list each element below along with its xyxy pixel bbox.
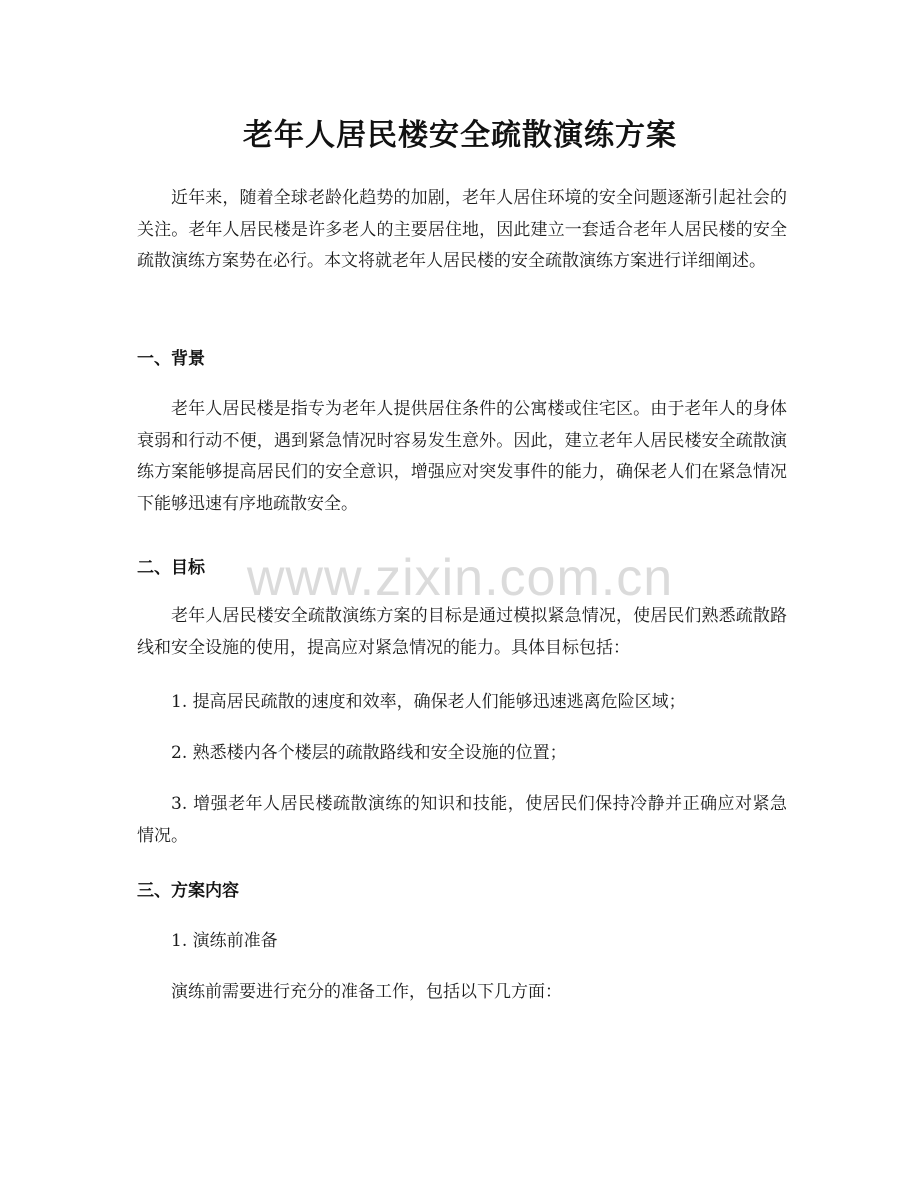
goal-item-1: 1. 提高居民疏散的速度和效率，确保老人们能够迅速逃离危险区域； — [171, 692, 686, 712]
section-heading-background: 一、背景 — [137, 349, 205, 369]
goal-item-2: 2. 熟悉楼内各个楼层的疏散路线和安全设施的位置； — [171, 743, 567, 763]
section-heading-plan-content: 三、方案内容 — [137, 881, 239, 901]
document-title: 老年人居民楼安全疏散演练方案 — [243, 118, 677, 153]
goal-item-3: 3. 增强老年人居民楼疏散演练的知识和技能，使居民们保持冷静并正确应对紧急情况。 — [137, 794, 787, 846]
intro-paragraph: 近年来，随着全球老龄化趋势的加剧，老年人居住环境的安全问题逐渐引起社会的关注。老年人居民楼是许多老人的主要居住地，因此建立一套适合老年人居民楼的安全疏散演练方案势在必行。本文将就老年人居民楼的安全疏散演练方案进行详细阐述。 — [137, 188, 787, 271]
watermark-text: www.zixin.com.cn — [246, 549, 674, 607]
background-paragraph: 老年人居民楼是指专为老年人提供居住条件的公寓楼或住宅区。由于老年人的身体衰弱和行动不便，遇到紧急情况时容易发生意外。因此，建立老年人居民楼安全疏散演练方案能够提高居民们的安全意识，增强应对突发事件的能力，确保老人们在紧急情况下能够迅速有序地疏散安全。 — [137, 399, 787, 514]
section-heading-goals: 二、目标 — [137, 558, 205, 578]
preparation-paragraph: 演练前需要进行充分的准备工作，包括以下几方面： — [171, 982, 562, 1002]
plan-subheading-preparation: 1. 演练前准备 — [171, 931, 278, 951]
goals-paragraph: 老年人居民楼安全疏散演练方案的目标是通过模拟紧急情况，使居民们熟悉疏散路线和安全设施的使用，提高应对紧急情况的能力。具体目标包括： — [137, 606, 787, 658]
